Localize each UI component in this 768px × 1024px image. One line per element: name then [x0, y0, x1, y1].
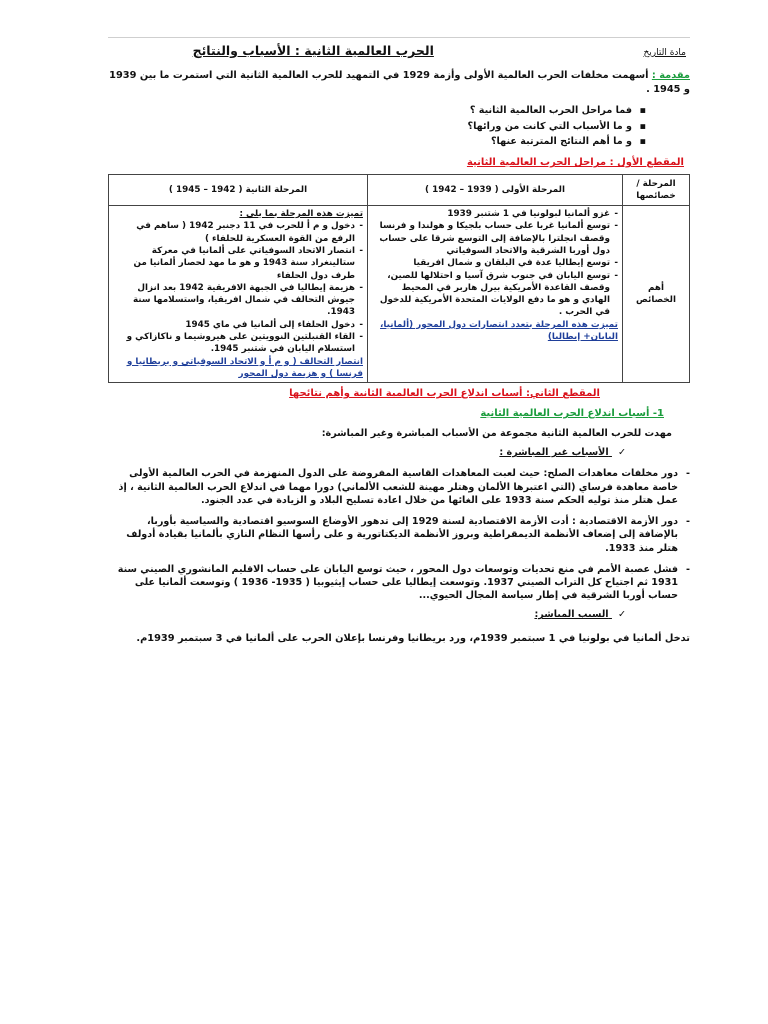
table-header-row: [109, 174, 690, 205]
header-cell-label: المرحلة / خصائصها: [623, 174, 690, 205]
phase2-item: - دخول و م أ للحرب في 11 دجنبر 1942 ( ساهم في الرفع من القوة العسكرية للحلفاء ): [113, 220, 363, 245]
direct-cause-text: تدخل ألمانيا في بولونيا في 1 سبتمبر 1939م، ورد بريطانيا وفرنسا بإعلان الحرب على ألمانيا في 3 سبتمبر 1939م.: [136, 632, 690, 644]
phase2-cell: [109, 205, 368, 382]
causes-intro: مهدت للحرب العالمية الثانية مجموعة من الأسباب المباشرة وغير المباشرة:: [321, 427, 672, 439]
phase2-item: - انتصار الاتحاد السوفياتي على ألمانيا في معركة ستالينغراد سنة 1943 و هو ما مهد لحصار ألمانيا من طرف دول الحلفاء: [113, 245, 363, 282]
header-cell-phase2: المرحلة الثانية ( 1942 – 1945 ): [109, 174, 368, 205]
row-label-cell: أهم الخصائص: [623, 205, 690, 382]
phase1-cell: [368, 205, 623, 382]
indirect-cause-item: - دور مخلفات معاهدات الصلح: حيث لعبت المعاهدات القاسية المفروضة على الدول المنهزمة في الحرب العالمية الأولى خاصة معاهدة فرساي (التي اعتبرها الألمان وهتلر مهينة للشعب الألماني) دورا مهما في اندلاع الحرب العالمية الثانية ، إذ عمل هتلر منذ توليه الحكم سنة 1933 على الغائها من خلال اعادة تسليح البلاد و الزيادة في عدد الجنود.: [108, 467, 690, 507]
header-cell-phase1: المرحلة الأولى ( 1939 – 1942 ): [368, 174, 623, 205]
phase1-item: - توسع اليابان في جنوب شرق آسيا و احتلالها للصين، وقصف القاعدة الأمريكية بيرل هاربر في المحيط الهادي و هو ما دفع الولايات المتحدة الأمريكية للدخول في الحرب .: [372, 270, 618, 319]
phase1-note: تميزت هذه المرحلة بتعدد انتصارات دول المحور (ألمانيا، اليابان+ إيطاليا): [380, 319, 618, 343]
phase1-item: - غزو ألمانيا لبولونيا في 1 شتنبر 1939: [372, 208, 618, 220]
check-icon: ✓: [617, 447, 626, 459]
top-rule: [108, 37, 690, 38]
intro-text: أسهمت مخلفات الحرب العالمية الأولى وأزمة 1929 في التمهيد للحرب العالمية الثانية التي استمرت ما بين 1939 و 1945 .: [109, 70, 690, 95]
section-2-title: المقطع الثاني: أسباب اندلاع الحرب العالمية الثانية وأهم نتائجها: [289, 388, 600, 400]
indirect-cause-item: - فشل عصبة الأمم في منع تحديات وتوسعات دول المحور ، حيث توسع اليابان على حساب الاقليم المانشوري الصيني سنة 1931 ثم اجتياح كل التراب الصيني 1937. وتوسعت إيطاليا على حساب إيثيوبيا ( 1935- 1936 ) وتوسعت ألمانيا على حساب أوربا الشرقية في إطار سياسة المجال الحيوي...: [108, 563, 690, 603]
question-item: ▪ فما مراحل الحرب العالمية الثانية ؟: [108, 104, 646, 117]
phase2-item: - دخول الحلفاء إلى ألمانيا في ماي 1945: [113, 319, 363, 331]
section-1-title: المقطع الأول : مراحل الحرب العالمية الثانية: [466, 157, 684, 169]
phase2-item: - القاء القنبلتين النوويتين على هيروشيما و ناكازاكي و استسلام اليابان في شتنبر 1945.: [113, 331, 363, 356]
phase2-intro: تميزت هذه المرحلة بما يلي :: [239, 208, 363, 219]
phase1-list: [372, 208, 618, 319]
indirect-causes-heading: [108, 446, 626, 459]
phases-table: [108, 174, 690, 383]
direct-cause-heading: [108, 608, 626, 621]
intro-label: مقدمة :: [651, 70, 690, 82]
subsection-1-title: 1- أسباب اندلاع الحرب العالمية الثانية: [480, 408, 664, 420]
phase1-item: - توسع ألمانيا غربا على حساب بلجيكا و هولندا و فرنسا وقصف انجلترا بالإضافة إلى التوسع شرقا على حساب دول أوربا الشرقية والاتحاد السوفياتي: [372, 220, 618, 257]
phase2-list: [113, 220, 363, 355]
question-item: ▪ و ما أهم النتائج المترتبة عنها؟: [108, 135, 646, 148]
document-title: الحرب العالمية الثانية : الأسباب والنتائج: [192, 43, 434, 58]
document: [108, 37, 690, 645]
intro-paragraph: [108, 69, 690, 96]
table-row: [109, 205, 690, 382]
questions-list: [108, 104, 646, 148]
document-header: [108, 42, 690, 59]
direct-cause-title: السبب المباشر:: [534, 609, 609, 621]
phase1-item: - توسع إيطاليا عدة في البلقان و شمال افريقيا: [372, 257, 618, 269]
indirect-cause-item: - دور الأزمة الاقتصادية : أدت الأزمة الاقتصادية لسنة 1929 إلى تدهور الأوضاع السوسيو اقتصادية والسياسية بأوربا، بالإضافة إلى إضعاف الأنظمة الديمقراطية وبروز الأنظمة الديكتاتورية و على رأسها النظام النازي بألمانيا بقيادة أدولف هتلر منذ 1933.: [108, 515, 690, 555]
indirect-causes-title: الأسباب غير المباشرة :: [499, 447, 609, 459]
phase2-item: - هزيمة إيطاليا في الجبهة الافريقية 1942 بعد انزال جيوش التحالف في شمال افريقيا، واستسلامها سنة 1943.: [113, 282, 363, 319]
check-icon: ✓: [617, 609, 626, 621]
phase2-note: انتصار التحالف ( و م أ و الاتحاد السوفياتي و بريطانيا و فرنسا ) و هزيمة دول المحور: [126, 356, 363, 379]
subject-label: مادة التاريخ: [643, 48, 686, 58]
question-item: ▪ و ما الأسباب التي كانت من ورائها؟: [108, 120, 646, 133]
